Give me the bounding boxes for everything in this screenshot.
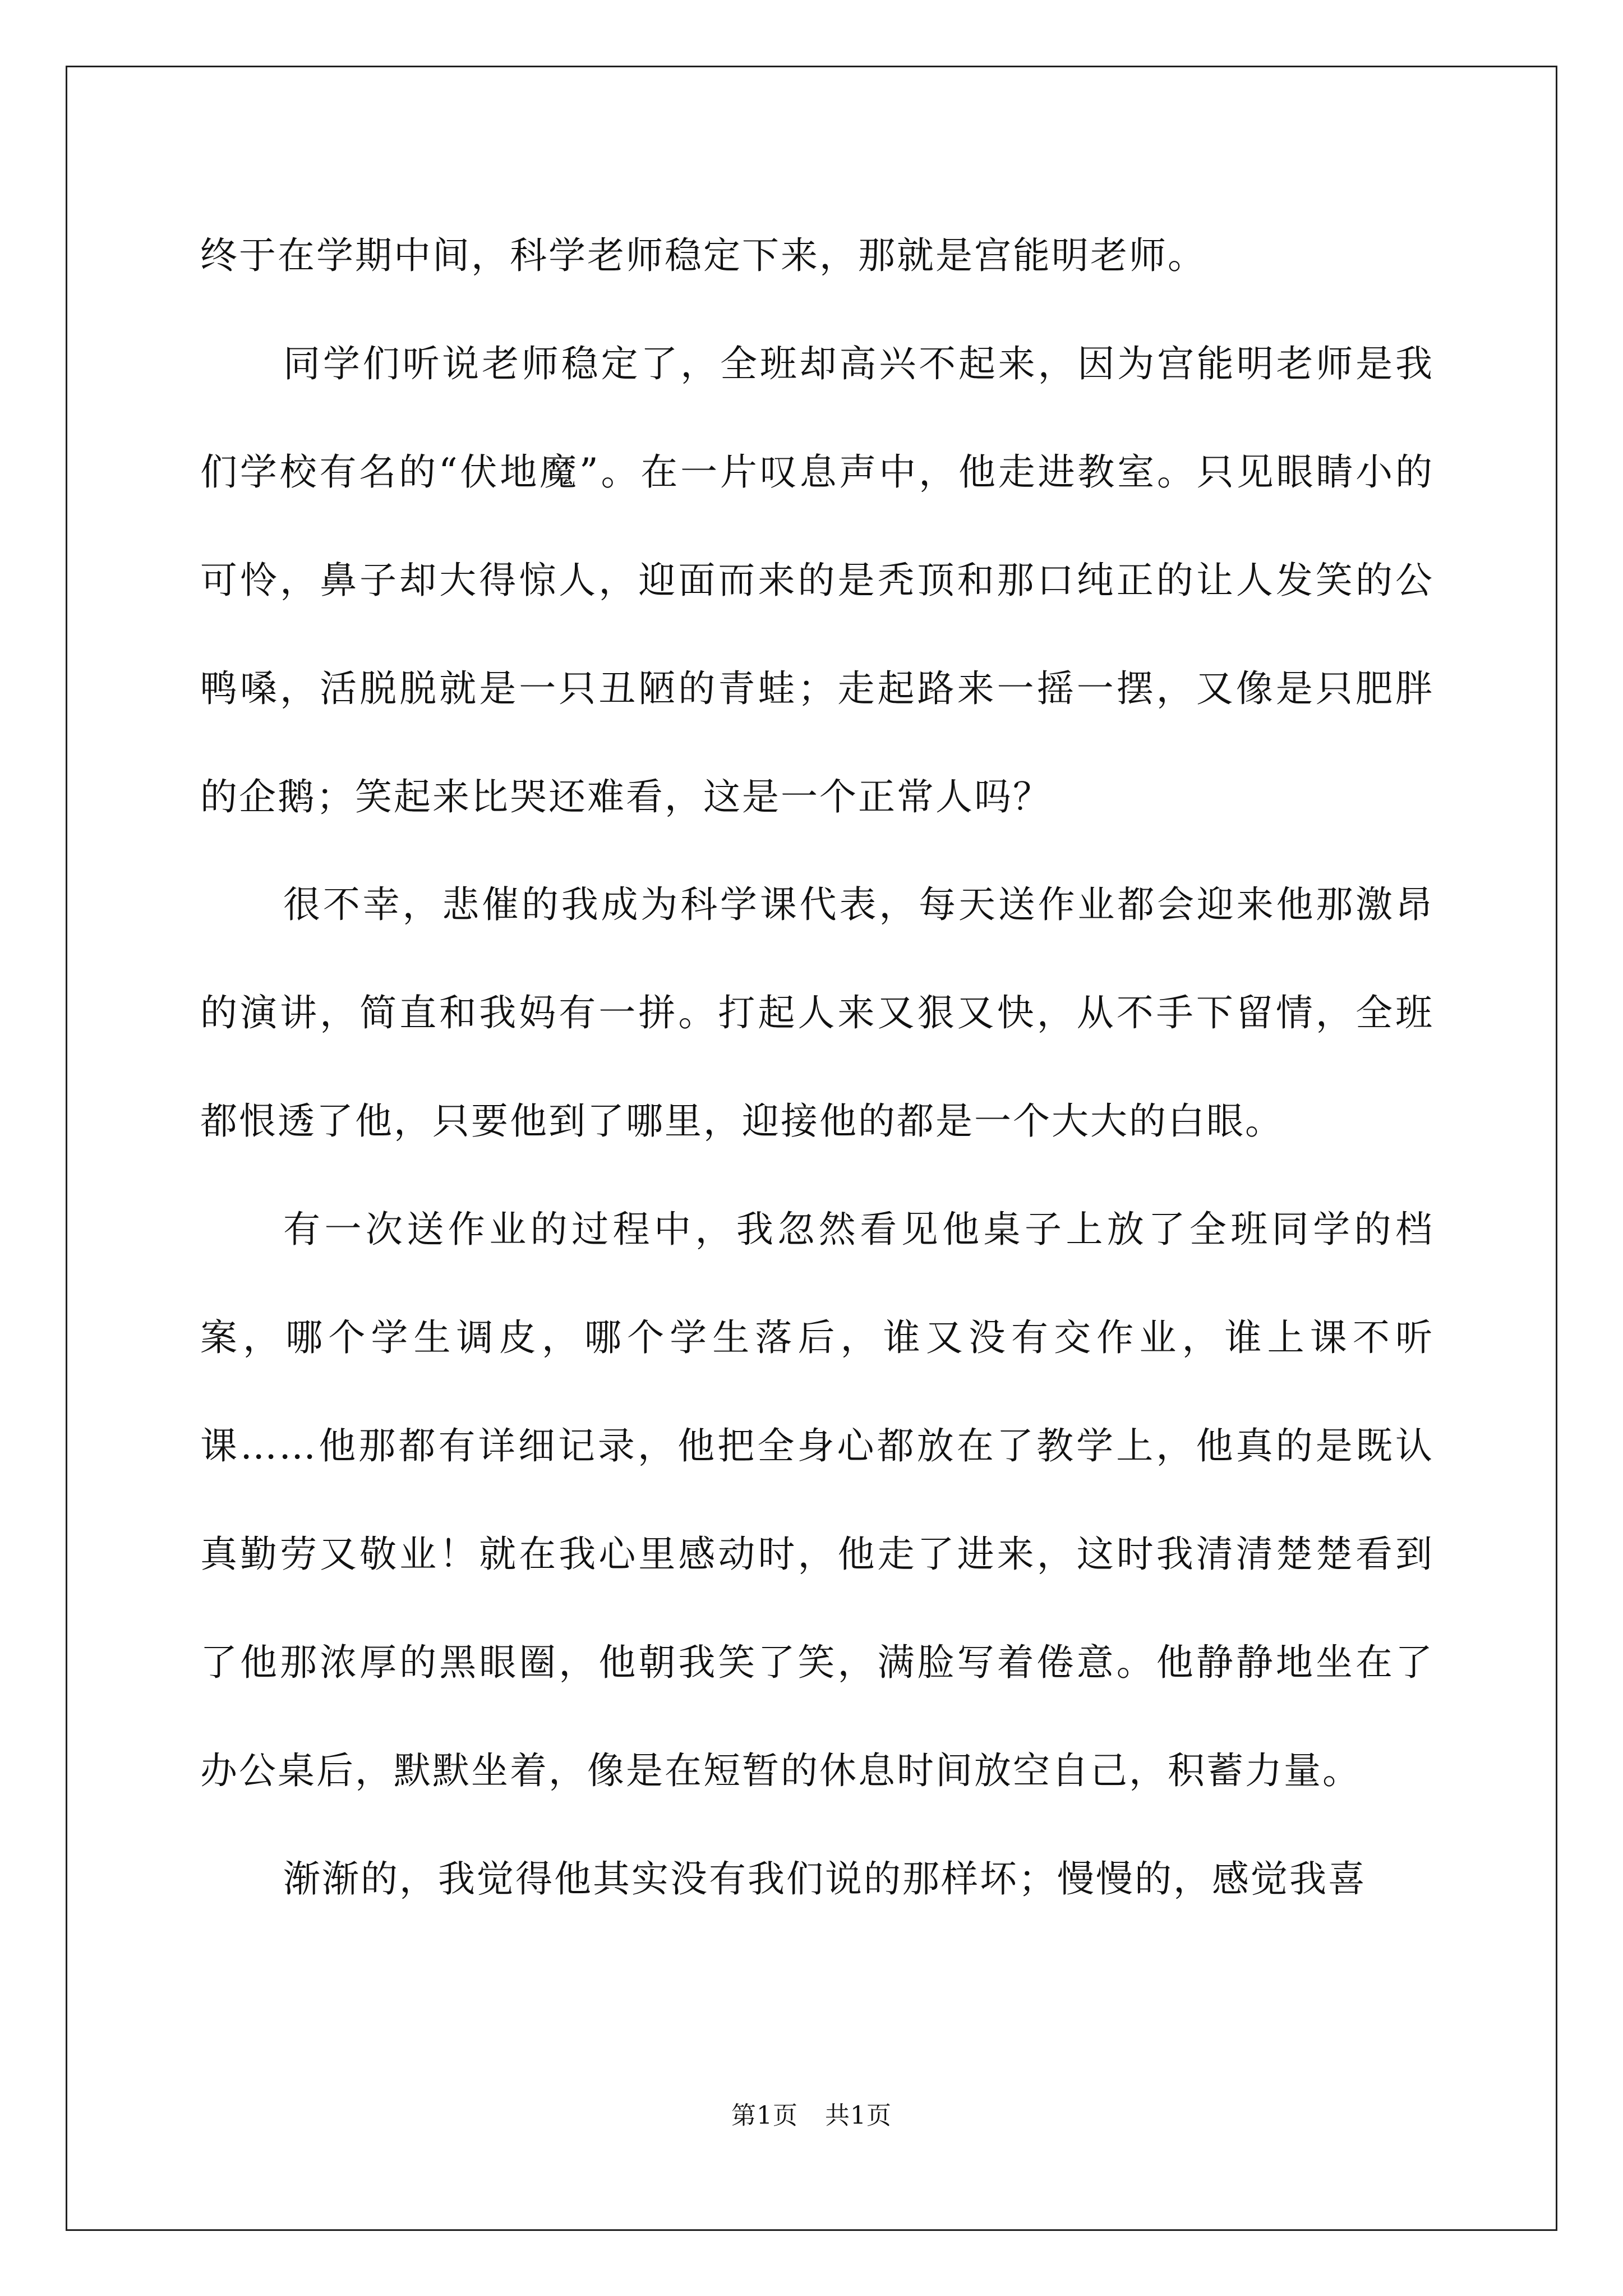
page-number: 第1页 <box>731 2101 798 2130</box>
document-body <box>200 202 1434 1934</box>
page-footer <box>0 2099 1623 2133</box>
paragraph: 有一次送作业的过程中，我忽然看见他桌子上放了全班同学的档案，哪个学生调皮，哪个学生落后，谁又没有交作业，谁上课不听课……他那都有详细记录，他把全身心都放在了教学上，他真的是既认真勤劳又敬业！就在我心里感动时，他走了进来，这时我清清楚楚看到了他那浓厚的黑眼圈，他朝我笑了笑，满脸写着倦意。他静静地坐在了办公桌后，默默坐着，像是在短暂的休息时间放空自己，积蓄力量。 <box>200 1208 1434 1792</box>
paragraph: 渐渐的，我觉得他其实没有我们说的那样坏；慢慢的，感觉我喜 <box>283 1857 1367 1901</box>
paragraph: 很不幸，悲催的我成为科学课代表，每天送作业都会迎来他那激昂的演讲，简直和我妈有一拼。打起人来又狠又快，从不手下留情，全班都恨透了他，只要他到了哪里，迎接他的都是一个大大的白眼。 <box>200 883 1434 1143</box>
paragraph: 同学们听说老师稳定了，全班却高兴不起来，因为宫能明老师是我们学校有名的“伏地魔”。在一片叹息声中，他走进教室。只见眼睛小的可怜，鼻子却大得惊人，迎面而来的是秃顶和那口纯正的让人发笑的公鸭嗓，活脱脱就是一只丑陋的青蛙；走起路来一摇一摆，又像是只肥胖的企鹅；笑起来比哭还难看，这是一个正常人吗？ <box>200 342 1434 818</box>
paragraph: 终于在学期中间，科学老师稳定下来，那就是宫能明老师。 <box>200 234 1206 277</box>
page-total: 共1页 <box>825 2101 892 2130</box>
